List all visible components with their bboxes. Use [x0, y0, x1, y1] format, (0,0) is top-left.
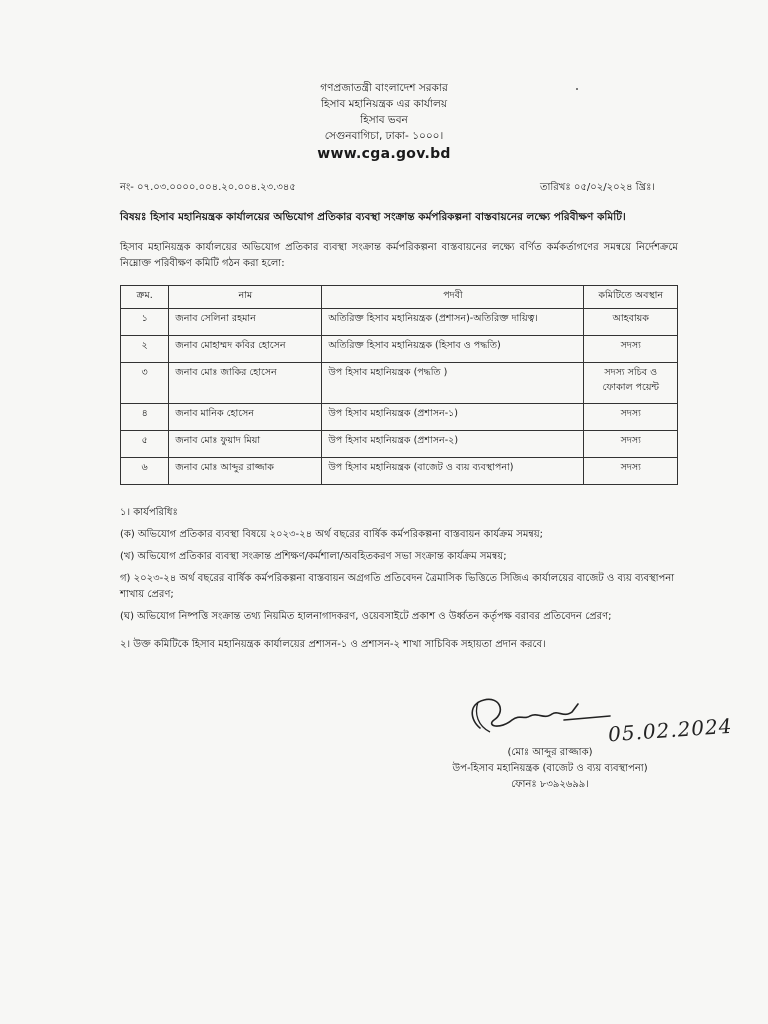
office-name: হিসাব মহানিয়ন্ত্রক এর কার্যালয়	[320, 98, 448, 110]
table-row	[121, 458, 678, 485]
header-designation: পদবী	[322, 286, 584, 309]
cell-serial: ৩	[121, 363, 169, 404]
cell-name: জনাব মোহাম্মদ কবির হোসেন	[169, 336, 322, 363]
task-item: (ঘ) অভিযোগ নিষ্পত্তি সংক্রান্ত তথ্য নিয়মিত হালনাগাদকরণ, ওয়েবসাইটে প্রকাশ ও উর্ধ্বতন কর্তৃপক্ষ বরাবর প্রতিবেদন প্রেরণ;	[120, 611, 612, 622]
signatory-designation: উপ-হিসাব মহানিয়ন্ত্রক (বাজেট ও ব্যয় ব্যবস্থাপনা)	[452, 763, 648, 774]
cell-name: জনাব মানিক হোসেন	[169, 404, 322, 431]
cell-designation: অতিরিক্ত হিসাব মহানিয়ন্ত্রক (হিসাব ও পদ্ধতি)	[322, 336, 584, 363]
memo-number: নং- ০৭.০৩.০০০০.০০৪.২০.০০৪.২৩.৩৪৫	[120, 182, 296, 193]
subject-line: বিষয়ঃ হিসাব মহানিয়ন্ত্রক কার্যালয়ের অভিযোগ প্রতিকার ব্যবস্থা সংক্রান্ত কর্মপরিকল্পনা বাস্তবায়নের লক্ষ্যে পরিবীক্ষণ কমিটি।	[120, 211, 626, 223]
support-note: ২। উক্ত কমিটিকে হিসাব মহানিয়ন্ত্রক কার্যালয়ের প্রশাসন-১ ও প্রশাসন-২ শাখা সাচিবিক সহায়তা প্রদান করবে।	[120, 639, 546, 650]
signatory-name: (মোঃ আব্দুর রাজ্জাক)	[507, 747, 593, 758]
cell-designation: উপ হিসাব মহানিয়ন্ত্রক (বাজেট ও ব্যয় ব্যবস্থাপনা)	[322, 458, 584, 485]
handwritten-date: 05.02.2024	[607, 713, 734, 747]
header-role: কমিটিতে অবস্থান	[584, 286, 678, 309]
signatory-phone: ফোনঃ ৮৩৯২৬৯৯।	[511, 779, 589, 790]
table-row	[121, 363, 678, 404]
table-row	[121, 431, 678, 458]
cell-name: জনাব মোঃ আব্দুর রাজ্জাক	[169, 458, 322, 485]
cell-role: আহবায়ক	[584, 309, 678, 336]
signature-scribble-icon	[460, 690, 620, 740]
cell-designation: উপ হিসাব মহানিয়ন্ত্রক (পদ্ধতি )	[322, 363, 584, 404]
cell-serial: ৪	[121, 404, 169, 431]
committee-table	[120, 285, 678, 485]
cell-serial: ৫	[121, 431, 169, 458]
cell-name: জনাব মোঃ জাকির হোসেন	[169, 363, 322, 404]
signature-area	[420, 690, 740, 750]
letterhead	[0, 80, 768, 164]
header-serial: ক্রম.	[121, 286, 169, 309]
cell-role: সদস্য সচিব ও ফোকাল পয়েন্ট	[584, 363, 678, 404]
cell-role: সদস্য	[584, 431, 678, 458]
cell-role: সদস্য	[584, 458, 678, 485]
task-item: (খ) অভিযোগ প্রতিকার ব্যবস্থা সংক্রান্ত প্রশিক্ষণ/কর্মশালা/অবহিতকরণ সভা সংক্রান্ত কার্যক্রম সমন্বয়;	[120, 551, 507, 562]
table-header-row	[121, 286, 678, 309]
signatory-block	[410, 745, 690, 793]
cell-serial: ২	[121, 336, 169, 363]
building-name: হিসাব ভবন	[360, 114, 408, 126]
cell-role: সদস্য	[584, 404, 678, 431]
task-item: (ক) অভিযোগ প্রতিকার ব্যবস্থা বিষয়ে ২০২৩-২৪ অর্থ বছরের বার্ষিক কর্মপরিকল্পনা বাস্তবায়ন কার্যক্রম সমন্বয়;	[120, 529, 543, 540]
cell-serial: ১	[121, 309, 169, 336]
govt-name: গণপ্রজাতন্ত্রী বাংলাদেশ সরকার	[320, 82, 448, 94]
header-name: নাম	[169, 286, 322, 309]
cell-name: জনাব সেলিনা রহমান	[169, 309, 322, 336]
intro-paragraph: হিসাব মহানিয়ন্ত্রক কার্যালয়ের অভিযোগ প্রতিকার ব্যবস্থা সংক্রান্ত কর্মপরিকল্পনা বাস্তবায়নের লক্ষ্যে বর্ণিত কর্মকর্তাগণের সমন্বয়ে নির্দেশক্রমে নিম্নোক্ত পরিবীক্ষণ কমিটি গঠন করা হলো:	[120, 242, 678, 269]
cell-name: জনাব মোঃ ফুয়াদ মিয়া	[169, 431, 322, 458]
table-row	[121, 309, 678, 336]
task-item: গ) ২০২৩-২৪ অর্থ বছরের বার্ষিক কর্মপরিকল্পনা বাস্তবায়ন অগ্রগতি প্রতিবেদন ত্রৈমাসিক ভিত্তিতে সিজিএ কার্যালয়ের বাজেট ও ব্যয় ব্যবস্থাপনা শাখায় প্রেরণ;	[120, 573, 675, 600]
cell-role: সদস্য	[584, 336, 678, 363]
tasks-heading: ১। কার্যপরিধিঃ	[120, 507, 178, 518]
cell-designation: অতিরিক্ত হিসাব মহানিয়ন্ত্রক (প্রশাসন)-অতিরিক্ত দায়িত্ব।	[322, 309, 584, 336]
office-address: সেগুনবাগিচা, ঢাকা- ১০০০।	[324, 130, 444, 142]
terms-of-reference	[120, 505, 680, 659]
table-row	[121, 404, 678, 431]
table-row	[121, 336, 678, 363]
cell-designation: উপ হিসাব মহানিয়ন্ত্রক (প্রশাসন-২)	[322, 431, 584, 458]
memo-date: তারিখঃ ০৫/০২/২০২৪ খ্রিঃ।	[540, 182, 655, 193]
cell-designation: উপ হিসাব মহানিয়ন্ত্রক (প্রশাসন-১)	[322, 404, 584, 431]
website-link[interactable]: www.cga.gov.bd	[317, 146, 451, 162]
cell-serial: ৬	[121, 458, 169, 485]
